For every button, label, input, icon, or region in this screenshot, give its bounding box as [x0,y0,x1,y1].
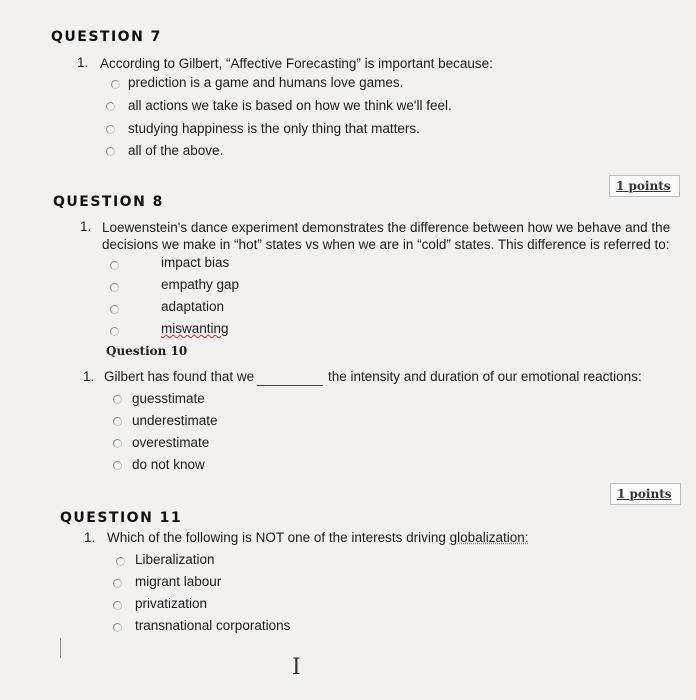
q11-option-1-label: Liberalization [135,552,215,567]
q10-option-3-label: overestimate [132,435,210,450]
text-cursor-icon: I [292,655,301,680]
q10-option-4-radio[interactable] [113,461,122,470]
q8-option-4-label: miswanting [161,321,229,336]
question-11-prompt-text: Which of the following is NOT one of the interests driving [107,530,450,545]
q7-option-4-label: all of the above. [128,143,224,158]
q11-option-4-label: transnational corporations [135,618,291,633]
question-8-title: QUESTION 8 [53,194,164,210]
q7-option-3-radio[interactable] [106,125,115,134]
question-7-number: 1. [77,55,89,70]
question-7-title: QUESTION 7 [51,29,162,45]
q10-option-2-label: underestimate [132,413,218,428]
q10-option-1-label: guesstimate [132,391,205,406]
q11-option-4-radio[interactable] [113,623,122,632]
question-11-number: 1. [84,530,96,545]
q8-option-3-label: adaptation [161,299,225,314]
q7-option-3-label: studying happiness is the only thing that matters. [128,121,420,136]
question-11-prompt-keyword: globalization: [449,530,529,545]
question-10-prompt-end: the intensity and duration of our emotional reactions: [328,369,642,384]
question-10-title: Question 10 [106,344,188,358]
q8-option-4-radio[interactable] [110,327,119,336]
q10-option-3-radio[interactable] [113,439,122,448]
question-11-prompt [107,530,528,545]
q8-option-3-radio[interactable] [110,305,119,314]
q8-option-2-label: empathy gap [161,277,240,292]
question-11-points-link[interactable]: 1 points [610,483,681,505]
q11-option-2-label: migrant labour [135,574,222,589]
question-10-prompt-start: Gilbert has found that we [104,369,255,384]
question-7-prompt: According to Gilbert, “Affective Forecasting” is important because: [100,56,493,71]
q7-option-2-radio[interactable] [106,102,115,111]
q8-option-1-radio[interactable] [110,261,119,270]
question-10-blank [257,385,323,386]
q7-option-2-label: all actions we take is based on how we think we'll feel. [128,98,452,113]
q10-option-1-radio[interactable] [113,395,122,404]
q7-option-1-radio[interactable] [111,80,120,89]
q11-option-3-radio[interactable] [113,601,122,610]
q10-option-4-label: do not know [132,457,205,472]
left-margin-mark [60,638,61,658]
q8-option-1-label: impact bias [161,255,230,270]
q10-option-2-radio[interactable] [113,417,122,426]
question-8-number: 1. [80,219,92,234]
q11-option-2-radio[interactable] [113,579,122,588]
q7-option-1-label: prediction is a game and humans love games. [128,75,404,90]
q7-option-4-radio[interactable] [106,147,115,156]
q8-option-2-radio[interactable] [110,283,119,292]
question-10-number: 1. [83,369,95,384]
question-11-title: QUESTION 11 [60,510,183,526]
q11-option-3-label: privatization [135,596,208,611]
question-8-points-link[interactable]: 1 points [609,175,680,197]
q11-option-1-radio[interactable] [116,557,125,566]
question-8-prompt: Loewenstein's dance experiment demonstrates the difference between how we behave and the decisions we make in “hot” states vs when we are in “cold” states. This difference is referred to: [102,220,671,252]
